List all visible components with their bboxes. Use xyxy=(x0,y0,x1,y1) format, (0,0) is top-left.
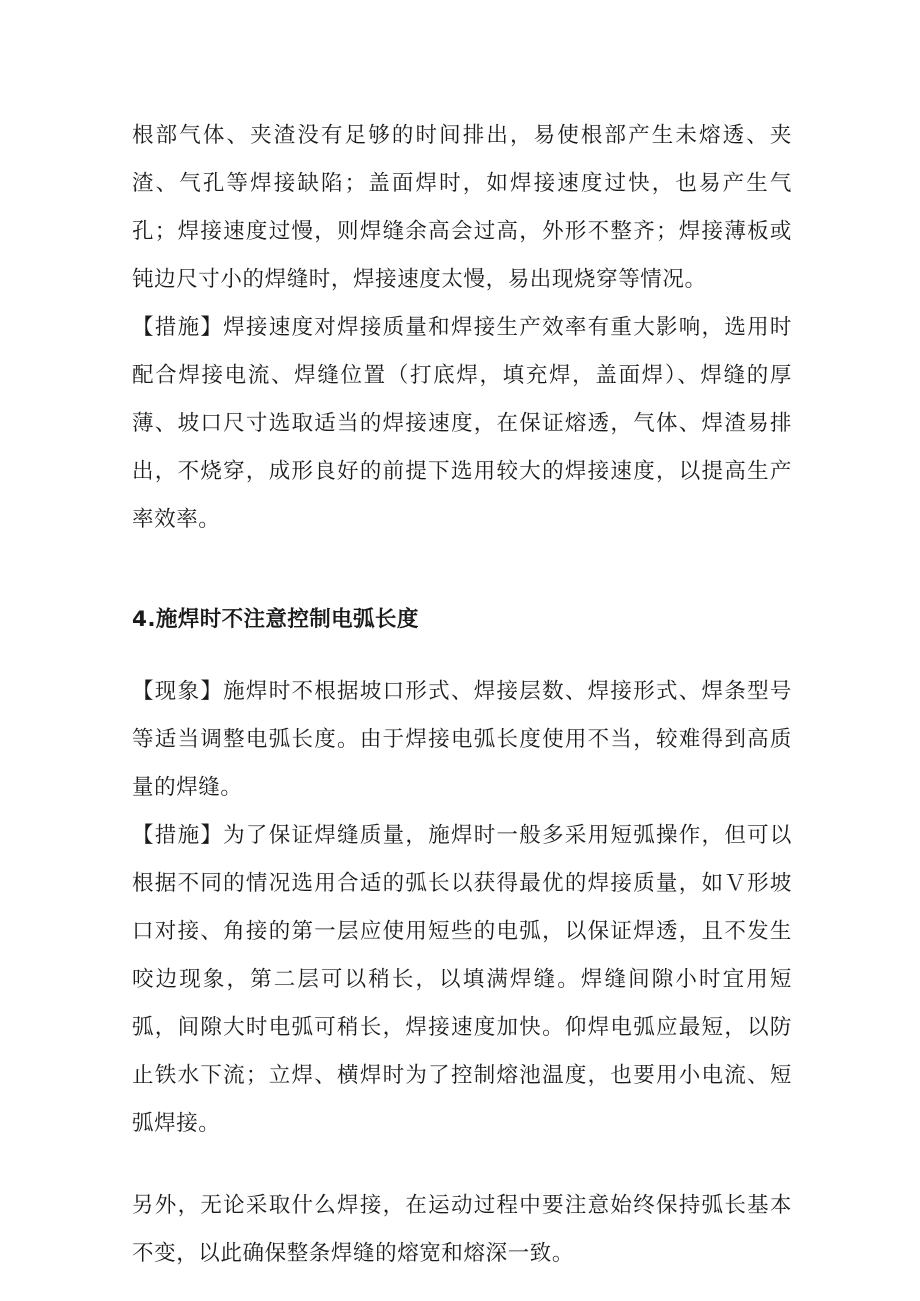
paragraph-phenomenon-arc-length: 【现象】施焊时不根据坡口形式、焊接层数、焊接形式、焊条型号等适当调整电弧长度。由于焊接电弧长度使用不当，较难得到高质量的焊缝。 xyxy=(132,679,792,800)
document-body xyxy=(132,112,792,1278)
section-heading-arc-length: 4.施焊时不注意控制电弧长度 xyxy=(132,607,419,632)
paragraph-measures-welding-speed: 【措施】焊接速度对焊接质量和焊接生产效率有重大影响，选用时配合焊接电流、焊缝位置（打底焊，填充焊，盖面焊）、焊缝的厚薄、坡口尺寸选取适当的焊接速度，在保证熔透，气体、焊渣易排出，不烧穿，成形良好的前提下选用较大的焊接速度，以提高生产率效率。 xyxy=(132,315,792,532)
paragraph-welding-speed-effects: 根部气体、夹渣没有足够的时间排出，易使根部产生未熔透、夹渣、气孔等焊接缺陷；盖面焊时，如焊接速度过快，也易产生气孔；焊接速度过慢，则焊缝余高会过高，外形不整齐；焊接薄板或钝边尺寸小的焊缝时，焊接速度太慢，易出现烧穿等情况。 xyxy=(132,123,792,292)
paragraph-closing-note: 另外，无论采取什么焊接，在运动过程中要注意始终保持弧长基本不变，以此确保整条焊缝的熔宽和熔深一致。 xyxy=(132,1193,792,1266)
paragraph-measures-arc-length: 【措施】为了保证焊缝质量，施焊时一般多采用短弧操作，但可以根据不同的情况选用合适的弧长以获得最优的焊接质量，如Ｖ形坡口对接、角接的第一层应使用短些的电弧，以保证焊透，且不发生咬边现象，第二层可以稍长，以填满焊缝。焊缝间隙小时宜用短弧，间隙大时电弧可稍长，焊接速度加快。仰焊电弧应最短，以防止铁水下流；立焊、横焊时为了控制熔池温度，也要用小电流、短弧焊接。 xyxy=(132,823,792,1136)
